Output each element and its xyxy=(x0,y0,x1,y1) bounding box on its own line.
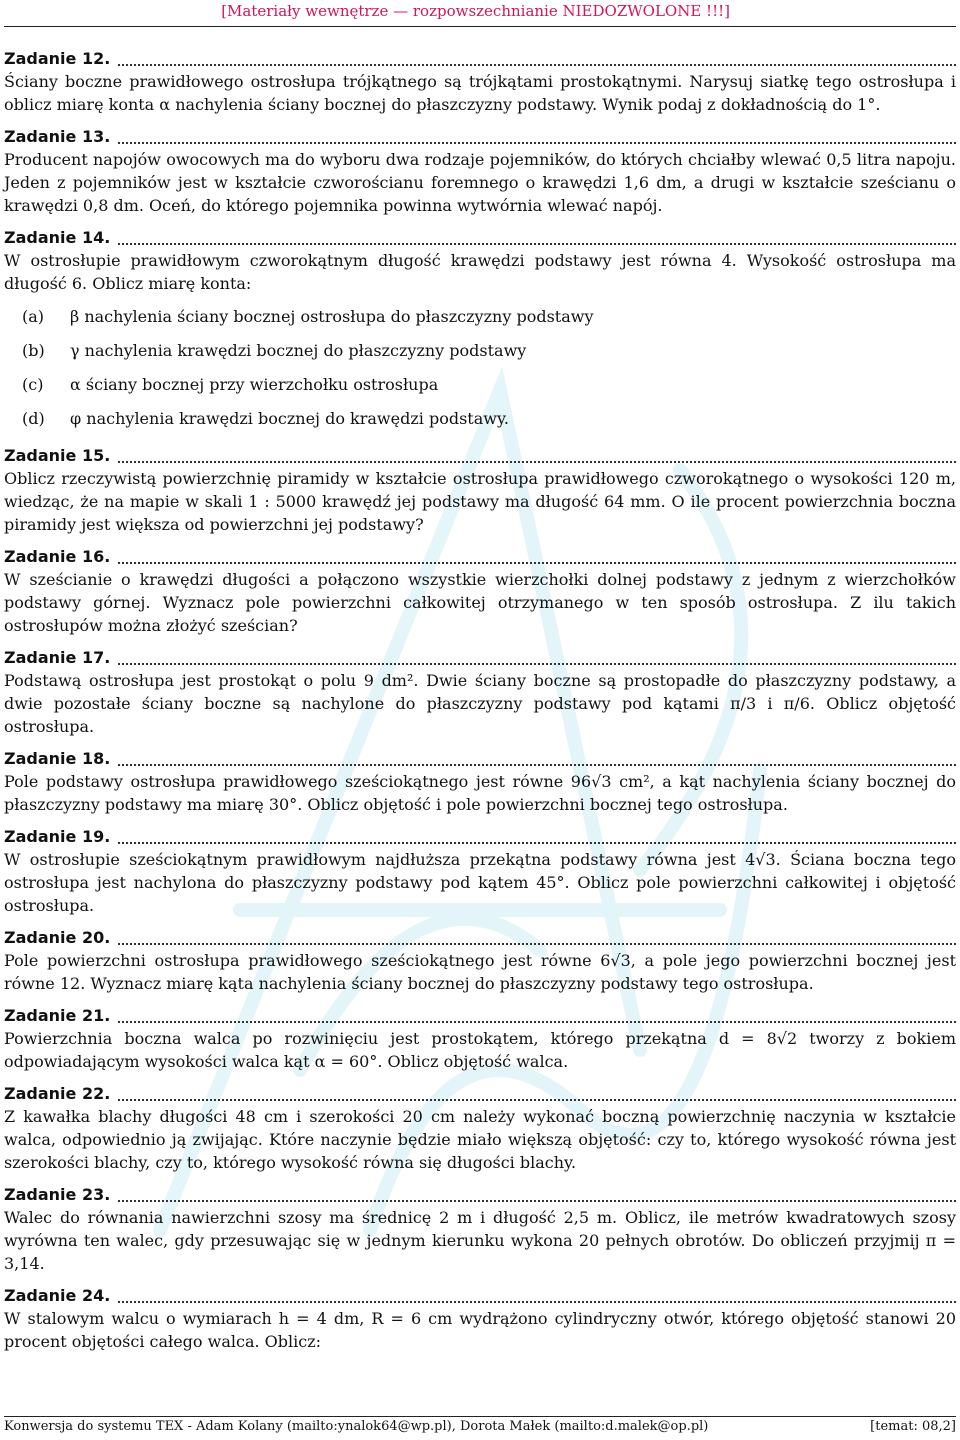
item-text: γ nachylenia krawędzi bocznej do płaszczyzny podstawy xyxy=(70,340,527,360)
footer-topic: [temat: 08,2] xyxy=(870,1419,956,1434)
header-rule xyxy=(4,26,956,27)
dot-leader xyxy=(118,649,956,665)
task-title: Zadanie 15. xyxy=(4,446,111,465)
dot-leader xyxy=(118,229,956,245)
footer-credits: Konwersja do systemu TEX - Adam Kolany (mailto:ynalok64@wp.pl), Dorota Małek (mailto:d.malek@op.pl) xyxy=(4,1419,709,1434)
task-title: Zadanie 17. xyxy=(4,648,111,667)
task-14 xyxy=(4,227,956,435)
task-19 xyxy=(4,826,956,917)
dot-leader xyxy=(118,128,956,144)
task-17 xyxy=(4,647,956,738)
task-22 xyxy=(4,1083,956,1174)
task-text: W ostrosłupie prawidłowym czworokątnym długość krawędzi podstawy jest równa 4. Wysokość ostrosłupa ma długość 6. Oblicz miarę konta: xyxy=(4,251,956,293)
dot-leader xyxy=(118,548,956,564)
sub-question-list xyxy=(4,299,956,435)
dot-leader xyxy=(118,828,956,844)
list-item xyxy=(4,401,956,435)
task-18 xyxy=(4,748,956,816)
task-text: W stalowym walcu o wymiarach h = 4 dm, R = 6 cm wydrążono cylindryczny otwór, którego objętość stanowi 20 procent objętości całego walca. Oblicz: xyxy=(4,1309,956,1351)
list-item xyxy=(4,299,956,333)
dot-leader xyxy=(118,1287,956,1303)
task-title: Zadanie 22. xyxy=(4,1084,111,1103)
item-label: (a) xyxy=(22,306,45,326)
task-title: Zadanie 24. xyxy=(4,1286,111,1305)
task-title: Zadanie 19. xyxy=(4,827,111,846)
task-title: Zadanie 12. xyxy=(4,49,111,68)
task-23 xyxy=(4,1184,956,1275)
task-list xyxy=(4,48,956,1363)
list-item xyxy=(4,367,956,401)
task-21 xyxy=(4,1005,956,1073)
task-text: Z kawałka blachy długości 48 cm i szerokości 20 cm należy wykonać boczną powierzchnię naczynia w kształcie walca, odpowiednio ją zwijając. Które naczynie będzie miało większą objętość: czy to, którego wysokość równa jest szerokości blachy, czy to, którego wysokość równa się długości blachy. xyxy=(4,1107,956,1172)
task-text: Oblicz rzeczywistą powierzchnię piramidy w kształcie ostrosłupa prawidłowego czworokątnego o wysokości 120 m, wiedząc, że na mapie w skali 1 : 5000 krawędź jej podstawy ma długość 64 mm. O ile procent powierzchnia boczna piramidy jest większa od powierzchni jej podstawy? xyxy=(4,469,956,534)
list-item xyxy=(4,333,956,367)
dot-leader xyxy=(118,1007,956,1023)
dot-leader xyxy=(118,1186,956,1202)
task-text: Podstawą ostrosłupa jest prostokąt o polu 9 dm². Dwie ściany boczne są prostopadłe do płaszczyzny podstawy, a dwie pozostałe ściany boczne są nachylone do płaszczyzny podstawy pod kątami π/3 i π/6. Oblicz objętość ostrosłupa. xyxy=(4,671,956,736)
footer xyxy=(4,1419,956,1434)
footer-rule xyxy=(4,1416,956,1417)
task-12 xyxy=(4,48,956,116)
task-text: Powierzchnia boczna walca po rozwinięciu jest prostokątem, którego przekątna d = 8√2 tworzy z bokiem odpowiadającym wysokości walca kąt α = 60°. Oblicz objętość walca. xyxy=(4,1029,956,1071)
task-text: Pole powierzchni ostrosłupa prawidłowego sześciokątnego jest równe 6√3, a pole jego powierzchni bocznej jest równe 12. Wyznacz miarę kąta nachylenia ściany bocznej do płaszczyzny podstawy tego ostrosłupa. xyxy=(4,951,956,993)
task-title: Zadanie 18. xyxy=(4,749,111,768)
item-label: (b) xyxy=(22,340,45,360)
task-title: Zadanie 21. xyxy=(4,1006,111,1025)
task-20 xyxy=(4,927,956,995)
item-text: β nachylenia ściany bocznej ostrosłupa do płaszczyzny podstawy xyxy=(70,306,594,326)
task-16 xyxy=(4,546,956,637)
dot-leader xyxy=(118,929,956,945)
task-text: Producent napojów owocowych ma do wyboru dwa rodzaje pojemników, do których chciałby wlewać 0,5 litra napoju. Jeden z pojemników jest w kształcie czworościanu foremnego o krawędzi 1,6 dm, a drugi w kształcie sześcianu o krawędzi 0,8 dm. Oceń, do którego pojemnika powinna wytwórnia wlewać napój. xyxy=(4,150,956,215)
task-text: Pole podstawy ostrosłupa prawidłowego sześciokątnego jest równe 96√3 cm², a kąt nachylenia ściany bocznej do płaszczyzny podstawy ma miarę 30°. Oblicz objętość i pole powierzchni bocznej tego ostrosłupa. xyxy=(4,772,956,814)
task-title: Zadanie 14. xyxy=(4,228,111,247)
task-title: Zadanie 23. xyxy=(4,1185,111,1204)
dot-leader xyxy=(118,1085,956,1101)
task-13 xyxy=(4,126,956,217)
dot-leader xyxy=(118,50,956,66)
task-text: Walec do równania nawierzchni szosy ma średnicę 2 m i długość 2,5 m. Oblicz, ile metrów kwadratowych szosy wyrówna ten walec, gdy przesuwając się w jednym kierunku wykona 20 pełnych obrotów. Do obliczeń przyjmij π = 3,14. xyxy=(4,1208,956,1273)
item-label: (d) xyxy=(22,408,45,428)
item-text: α ściany bocznej przy wierzchołku ostrosłupa xyxy=(70,374,439,394)
dot-leader xyxy=(118,447,956,463)
task-text: W ostrosłupie sześciokątnym prawidłowym najdłuższa przekątna podstawy równa jest 4√3. Ściana boczna tego ostrosłupa jest nachylona do płaszczyzny podstawy pod kątem 45°. Oblicz pole powierzchni całkowitej i objętość ostrosłupa. xyxy=(4,850,956,915)
task-title: Zadanie 13. xyxy=(4,127,111,146)
task-text: Ściany boczne prawidłowego ostrosłupa trójkątnego są trójkątami prostokątnymi. Narysuj siatkę tego ostrosłupa i oblicz miarę konta α nachylenia ściany bocznej do płaszczyzny podstawy. Wynik podaj z dokładnością do 1°. xyxy=(4,72,956,114)
task-title: Zadanie 20. xyxy=(4,928,111,947)
task-15 xyxy=(4,445,956,536)
task-24 xyxy=(4,1285,956,1353)
task-text: W sześcianie o krawędzi długości a połączono wszystkie wierzchołki dolnej podstawy z jednym z wierzchołków podstawy górnej. Wyznacz pole powierzchni całkowitej otrzymanego w ten sposób ostrosłupa. Z ilu takich ostrosłupów można złożyć sześcian? xyxy=(4,570,956,635)
dot-leader xyxy=(118,750,956,766)
item-label: (c) xyxy=(22,374,44,394)
task-title: Zadanie 16. xyxy=(4,547,111,566)
header-notice: [Materiały wewnętrze — rozpowszechnianie NIEDOZWOLONE !!!] xyxy=(221,2,730,20)
item-text: φ nachylenia krawędzi bocznej do krawędzi podstawy. xyxy=(70,408,509,428)
